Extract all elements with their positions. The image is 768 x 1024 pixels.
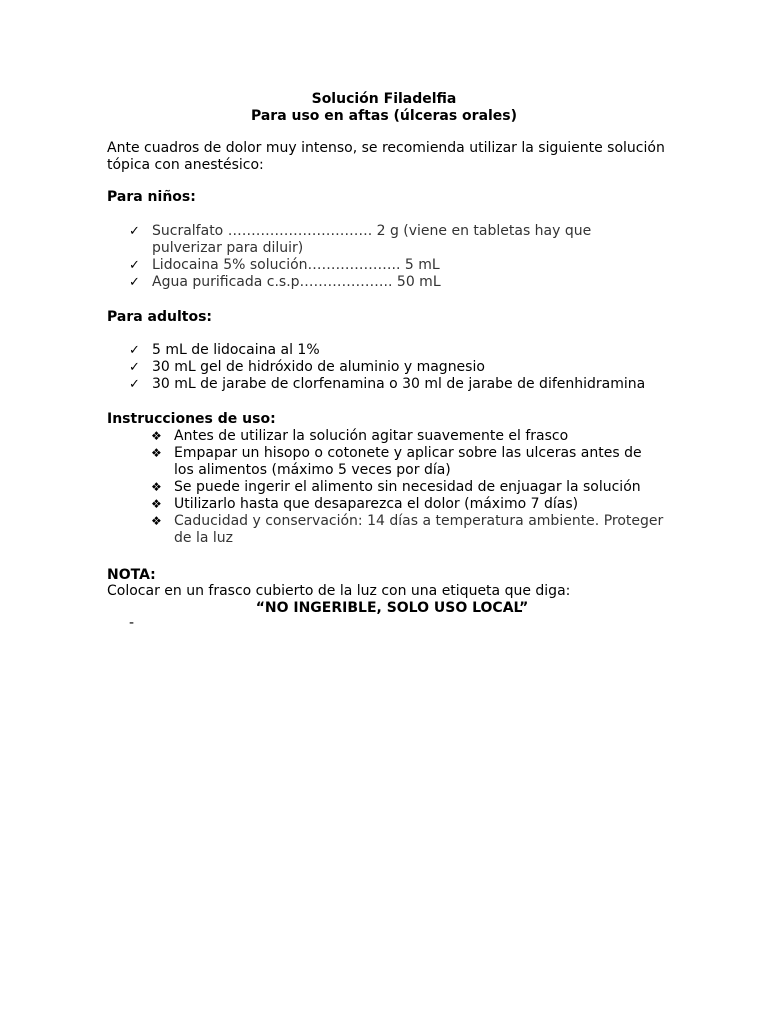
list-item <box>129 274 652 291</box>
check-mark-icon: ✓ <box>129 275 140 290</box>
document-subtitle: Para uso en aftas (úlceras orales) <box>250 108 518 124</box>
document-title: Solución Filadelfia <box>311 91 457 107</box>
check-mark-icon: ✓ <box>129 377 140 392</box>
list-item <box>151 496 664 513</box>
four-diamond-bullet-icon: ❖ <box>151 497 162 511</box>
trailing-dash: - <box>129 615 135 631</box>
check-mark-icon: ✓ <box>129 360 140 375</box>
list-item <box>151 428 664 445</box>
nota-heading: NOTA: <box>107 567 156 583</box>
check-mark-icon: ✓ <box>129 224 140 239</box>
list-item-text: Agua purificada c.s.p……………….. 50 mL <box>152 274 441 290</box>
list-item <box>151 479 664 496</box>
instrucciones-list <box>151 428 664 547</box>
adultos-list <box>129 342 652 393</box>
list-item <box>129 359 652 376</box>
list-item-text: 5 mL de lidocaina al 1% <box>152 342 320 358</box>
ninos-list <box>129 223 652 291</box>
list-item-text: Sucralfato …………………………. 2 g (viene en tabletas hay que pulverizar para diluir) <box>152 223 592 256</box>
list-item-text: Utilizarlo hasta que desaparezca el dolor (máximo 7 días) <box>174 496 579 512</box>
check-mark-icon: ✓ <box>129 343 140 358</box>
list-item-text: Se puede ingerir el alimento sin necesidad de enjuagar la solución <box>174 479 641 495</box>
list-item <box>151 445 664 479</box>
four-diamond-bullet-icon: ❖ <box>151 514 162 528</box>
four-diamond-bullet-icon: ❖ <box>151 446 162 460</box>
list-item <box>129 223 652 257</box>
check-mark-icon: ✓ <box>129 258 140 273</box>
list-item-text: Lidocaina 5% solución……………….. 5 mL <box>152 257 440 273</box>
list-item-text: 30 mL de jarabe de clorfenamina o 30 ml de jarabe de difenhidramina <box>152 376 646 392</box>
list-item-text: Antes de utilizar la solución agitar suavemente el frasco <box>174 428 569 444</box>
four-diamond-bullet-icon: ❖ <box>151 429 162 443</box>
list-item-text: 30 mL gel de hidróxido de aluminio y magnesio <box>152 359 485 375</box>
list-item-text: Caducidad y conservación: 14 días a temperatura ambiente. Proteger de la luz <box>174 513 664 546</box>
section-heading-instrucciones: Instrucciones de uso: <box>107 411 276 427</box>
list-item <box>129 342 652 359</box>
intro-paragraph: Ante cuadros de dolor muy intenso, se recomienda utilizar la siguiente solución tópica con anestésico: <box>107 140 665 173</box>
nota-text: Colocar en un frasco cubierto de la luz con una etiqueta que diga: <box>107 583 571 599</box>
list-item <box>129 376 652 393</box>
list-item-text: Empapar un hisopo o cotonete y aplicar sobre las ulceras antes de los alimentos (máximo 5 veces por día) <box>174 445 642 478</box>
section-heading-adultos: Para adultos: <box>107 309 213 325</box>
warning-label-text: “NO INGERIBLE, SOLO USO LOCAL” <box>255 600 529 616</box>
section-heading-ninos: Para niños: <box>107 189 196 205</box>
four-diamond-bullet-icon: ❖ <box>151 480 162 494</box>
list-item <box>129 257 652 274</box>
list-item <box>151 513 664 547</box>
